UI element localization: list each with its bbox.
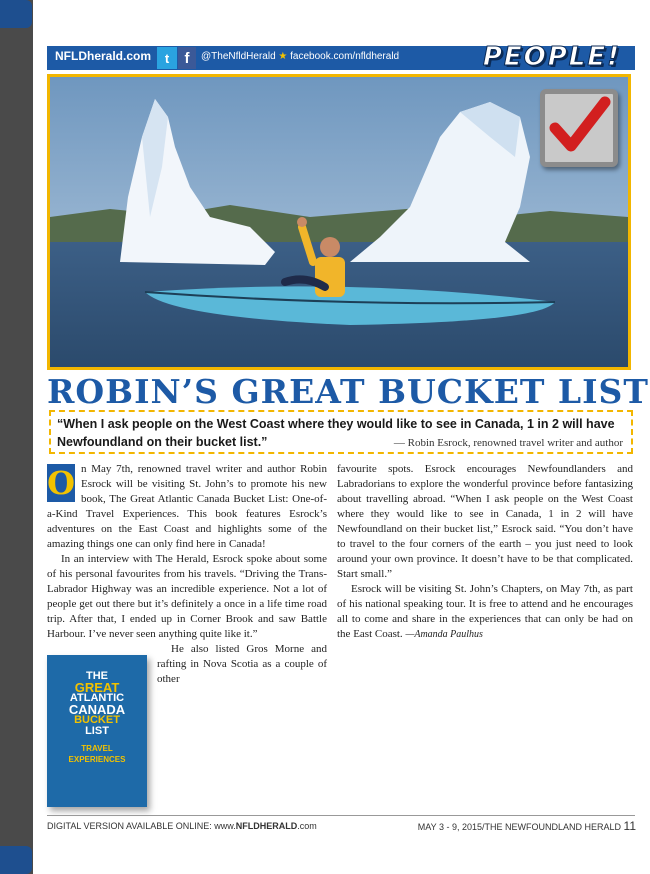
section-title: PEOPLE! bbox=[482, 42, 621, 72]
pull-quote bbox=[49, 410, 633, 454]
book-title-line: THE bbox=[86, 670, 108, 682]
magazine-page bbox=[33, 0, 650, 874]
article-paragraph-4: favourite spots. Esrock encourages Newfoundlanders and Labradorians to explore the wonderful province before fantasizing about travelling abroad. “When I ask people on the West Coast where they would like to see in Canada, 1 in 2 will have Newfoundland on their bucket list,” Esrock said. “You don’t have to travel to the four corners of the earth – you just need to look around your own province. It doesn’t have to be that complicated. Start small.” bbox=[337, 463, 633, 580]
book-title-line: CANADA bbox=[68, 702, 126, 717]
article-paragraph-3: He also listed Gros Morne and rafting in Nova Scotia as a couple of other bbox=[157, 643, 327, 685]
facebook-url[interactable]: facebook.com/nfldherald bbox=[290, 51, 400, 62]
article-paragraph-5: Esrock will be visiting St. John’s Chapters, on May 7th, as part of his national speaking tour. It is free to attend and he encourages all to come and share in the experiences that can only be had on the East Coast. bbox=[337, 583, 633, 640]
site-suffix: .com bbox=[123, 49, 152, 63]
footer-online-suffix: .com bbox=[297, 821, 317, 831]
star-icon: ★ bbox=[278, 51, 288, 62]
footer-online-prefix: DIGITAL VERSION AVAILABLE ONLINE: www. bbox=[47, 821, 236, 831]
footer-issue bbox=[418, 819, 636, 833]
site-logo[interactable] bbox=[55, 49, 151, 63]
pull-quote-text: “When I ask people on the West Coast where they would like to see in Canada, 1 in 2 will have Newfoundland on their bucket list.” bbox=[57, 417, 615, 449]
article-paragraph-5-wrap bbox=[337, 582, 633, 642]
checkmark-icon bbox=[545, 94, 613, 162]
kayak-iceberg-photo bbox=[47, 74, 631, 370]
checkbox-checked-icon bbox=[540, 89, 618, 167]
social-links bbox=[201, 51, 399, 62]
page-nav-tab-top[interactable] bbox=[0, 0, 32, 28]
footer-divider bbox=[47, 815, 635, 816]
article-title: ROBIN’S GREAT BUCKET LIST bbox=[47, 372, 649, 411]
article-byline: —Amanda Paulhus bbox=[405, 629, 483, 640]
book-subtitle: TRAVEL EXPERIENCES bbox=[68, 744, 126, 764]
twitter-handle[interactable]: @TheNfldHerald bbox=[201, 51, 276, 62]
book-cover bbox=[47, 655, 147, 807]
drop-cap: O bbox=[47, 464, 75, 502]
article-column-left bbox=[47, 462, 327, 687]
article-paragraph-2: In an interview with The Herald, Esrock spoke about some of his personal favourites from his travels. “Driving the Trans-Labrador Highway was an incredible experience. Not a lot of people get out there but it’s definitely a once in a life time road trip. After that, I ended up in Corner Brook and saw Battle Harbour. I’ve never seen anything quite like it.” bbox=[47, 553, 327, 640]
book-title-line: GREAT bbox=[74, 680, 120, 695]
footer-online bbox=[47, 821, 317, 831]
footer-issue-date: MAY 3 - 9, 2015/THE NEWFOUNDLAND HERALD bbox=[417, 822, 622, 832]
footer-site[interactable]: NFLDHERALD bbox=[235, 821, 298, 831]
book-title bbox=[53, 671, 141, 765]
book-title-line: BUCKET bbox=[74, 714, 120, 726]
page-number: 11 bbox=[623, 819, 636, 833]
book-title-line: ATLANTIC bbox=[69, 692, 125, 704]
twitter-icon[interactable]: t bbox=[157, 47, 177, 69]
site-name: NFLDherald bbox=[55, 49, 124, 63]
article-paragraph-1: n May 7th, renowned travel writer and author Robin Esrock will be visiting St. John’s to promote his new book, The Great Atlantic Canada Bucket List: One-of-a-Kind Travel Experiences. This book features Esrock’s adventures on the East Coast and highlights some of the amazing things one can only find here in Canada! bbox=[47, 463, 327, 550]
quote-attribution: — Robin Esrock, renowned travel writer and author bbox=[393, 437, 623, 449]
article-column-right bbox=[337, 462, 633, 642]
facebook-icon[interactable]: f bbox=[178, 47, 196, 69]
page-header bbox=[47, 42, 635, 72]
book-title-line: LIST bbox=[85, 725, 109, 737]
page-nav-tab-bottom[interactable] bbox=[0, 846, 32, 874]
